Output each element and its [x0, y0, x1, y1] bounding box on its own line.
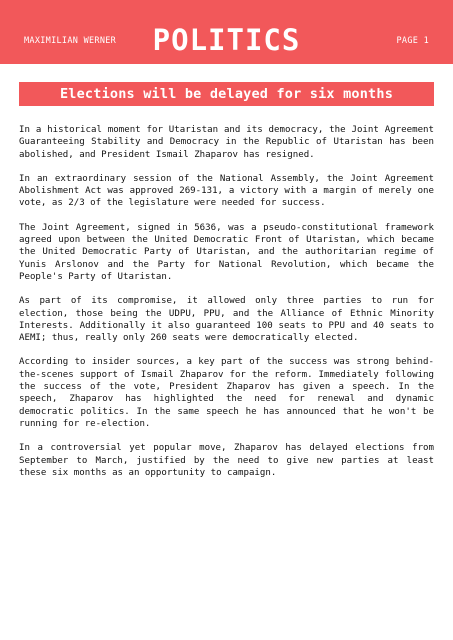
article-paragraph: In an extraordinary session of the National Assembly, the Joint Agreement Abolishment Act was approved 269-131, a victory with a margin of merely one vote, as 2/3 of the legislature were needed for success. — [19, 173, 434, 209]
author-name: MAXIMILIAN WERNER — [24, 36, 117, 46]
page-number: PAGE 1 — [396, 36, 429, 46]
section-title: POLITICS — [152, 23, 301, 57]
article-headline: Elections will be delayed for six months — [19, 82, 434, 106]
page-header — [0, 0, 453, 64]
article-paragraph: In a controversial yet popular move, Zhaparov has delayed elections from September to March, justified by the need to give new parties at least these six months as an opportunity to campaign. — [19, 443, 434, 478]
article-paragraph: As part of its compromise, it allowed only three parties to run for election, those being the UDPU, PPU, and the Alliance of Ethnic Minority Interests. Additionally it also guaranteed 100 seats to PPU and 40 seats to AEMI; thus, really only 260 seats were democratically elected. — [19, 296, 434, 344]
article-paragraph: The Joint Agreement, signed in 5636, was a pseudo-constitutional framework agreed upon between the United Democratic Front of Utaristan, which became the United Democratic Party of Utaristan, and the authoritarian regime of Yunis Arslonov and the Party for National Revolution, which became the People's Party of Utaristan. — [19, 222, 434, 282]
article-body — [19, 124, 434, 491]
article-paragraph: In a historical moment for Utaristan and its democracy, the Joint Agreement Guaranteeing Stability and Democracy in the Republic of Utaristan has been abolished, and President Ismail Zhaparov has resigned. — [19, 125, 434, 160]
article-paragraph: According to insider sources, a key part of the success was strong behind-the-scenes support of Ismail Zhaparov for the reform. Immediately following the success of the vote, President Zhaparov has given a speech. In the speech, Zhaparov has highlighted the need for renewal and dynamic democratic politics. In the same speech he has announced that he won't be running for re-election. — [19, 357, 434, 429]
